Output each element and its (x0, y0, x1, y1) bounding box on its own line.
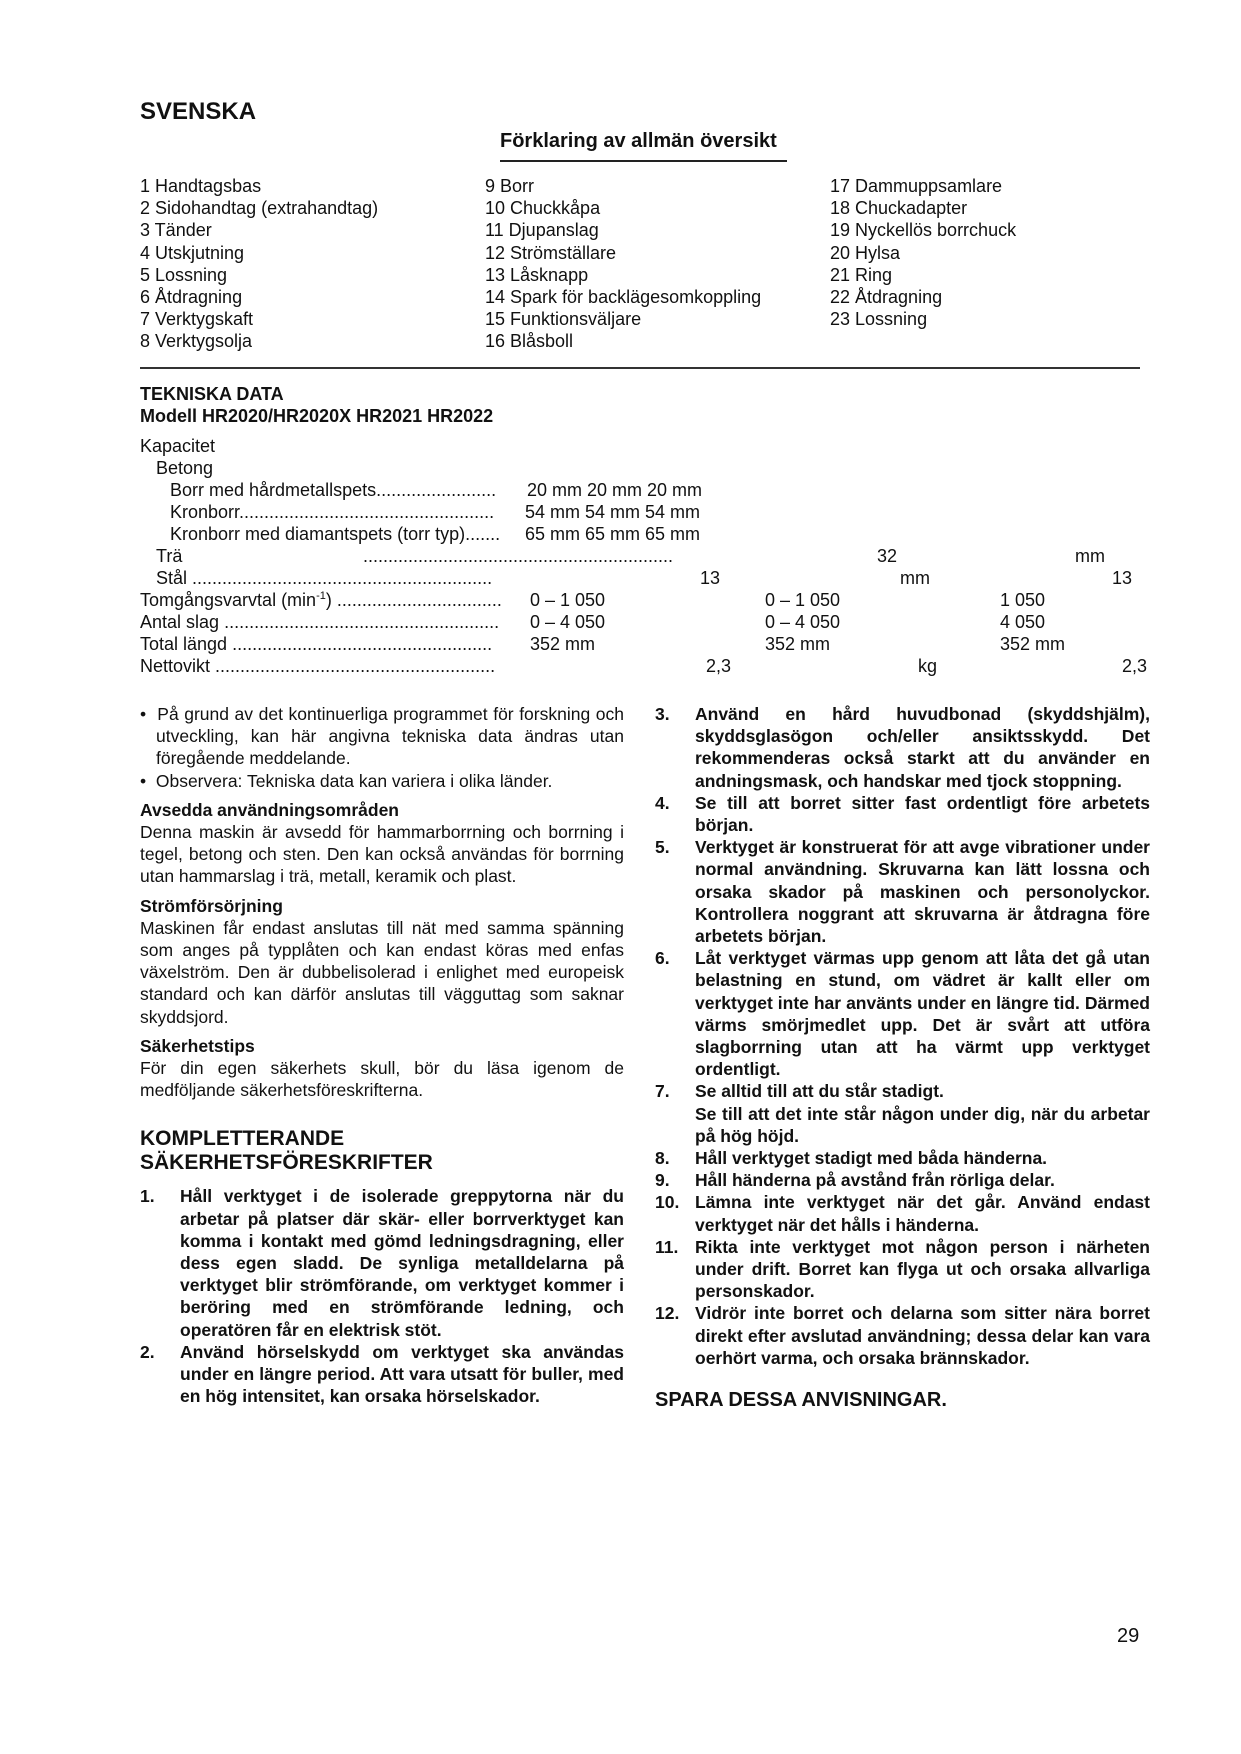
safety-rule-item: 12. Vidrör inte borret och delarna som sitter nära borret direkt efter avslutad användning; dessa delar kan vara oerhört varma, och orsaka brännskador. (655, 1303, 1150, 1368)
spec-value: 54 mm 54 mm 54 mm (525, 502, 701, 522)
spec-value: 4 050 (1000, 612, 1046, 632)
legend-item: 23 Lossning (830, 309, 928, 330)
safety-tips-text: För din egen säkerhets skull, bör du läsa igenom de medföljande säkerhetsföreskrifterna. (140, 1058, 624, 1101)
legend-title-underline (500, 160, 787, 162)
safety-rule-item: 5. Verktyget är konstruerat för att avge vibrationer under normal användning. Skruvarna kan lätt lossna och orsaka skador på maskinen och personolyckor. Kontrollera noggrant att skruvarna är åtdragna före arbetets början. (655, 837, 1150, 947)
spec-value: 1 050 (1000, 590, 1046, 610)
spec-value: 0 – 1 050 (530, 590, 606, 610)
additional-safety-heading: KOMPLETTERANDE SÄKERHETSFÖRESKRIFTER (140, 1127, 433, 1175)
legend-item: 2 Sidohandtag (extrahandtag) (140, 198, 379, 219)
spec-row-diamond-core-bit (0, 524, 1241, 546)
legend-item: 18 Chuckadapter (830, 198, 968, 219)
spec-value: 13 (700, 568, 721, 588)
note-bullet: • På grund av det kontinuerliga programmet för forskning och utveckling, kan här angivna tekniska data ändras utan föregående meddelande. (140, 704, 624, 769)
safety-tips-heading: Säkerhetstips (140, 1035, 255, 1056)
spec-label: Stål ............................................................ (156, 568, 493, 588)
spec-label: Borr med hårdmetallspets........................ (170, 480, 497, 500)
intended-use-text: Denna maskin är avsedd för hammarborrning och borrning i tegel, betong och sten. Den kan också användas för borrning utan hammarslag i trä, metall, keramik och plast. (140, 822, 624, 887)
legend-item: 9 Borr (485, 176, 535, 196)
legend-item: 16 Blåsboll (485, 331, 574, 352)
spec-value: 352 mm (1000, 634, 1066, 654)
spec-value: 2,3 (706, 656, 732, 676)
spec-row-core-bit (0, 502, 1241, 524)
left-column (140, 703, 624, 1407)
power-supply-text: Maskinen får endast anslutas till nät med samma spänning som anges på typplåten och kan endast köras med enfas växelström. Den är dubbelisolerad i enlighet med europeisk standard och kan därför anslutas till vägguttag som saknar skyddsjord. (140, 917, 624, 1027)
spec-row-carbide-bit (0, 480, 1241, 502)
legend-item: 17 Dammuppsamlare (830, 176, 1003, 196)
legend-item: 11 Djupanslag (485, 220, 599, 241)
safety-rule-item: 6. Låt verktyget värmas upp genom att låta det gå utan belastning en stund, om vädret är kallt eller om verktyget inte har använts under en längre tid. Därmed värms smörjmedlet upp. Det är svårt att utföra slagborrning utan att ha värmt upp verktyget ordentligt. (655, 948, 1150, 1080)
spec-row-overall-length (0, 634, 1241, 656)
spec-label: Kapacitet (140, 436, 216, 456)
legend-item: 4 Utskjutning (140, 242, 245, 263)
safety-rule-item: 4. Se till att borret sitter fast ordentligt före arbetets början. (655, 792, 1150, 836)
legend-item: 1 Handtagsbas (140, 176, 262, 196)
legend-item: 20 Hylsa (830, 242, 901, 263)
spec-value: 0 – 1 050 (765, 590, 841, 610)
legend-item: 7 Verktygskaft (140, 309, 254, 330)
legend-item: 8 Verktygsolja (140, 331, 253, 352)
save-instructions-heading: SPARA DESSA ANVISNINGAR. (655, 1389, 947, 1412)
safety-rule-item: 8. Håll verktyget stadigt med båda händerna. (655, 1148, 1048, 1169)
spec-value: mm (1075, 546, 1105, 566)
legend-item: 3 Tänder (140, 220, 212, 241)
spec-row-blows (0, 612, 1241, 634)
spec-value: 65 mm 65 mm 65 mm (525, 524, 701, 544)
legend-item: 12 Strömställare (485, 242, 617, 263)
spec-label: Trä (156, 546, 183, 566)
safety-rule-item: 9. Håll händerna på avstånd från rörliga delar. (655, 1170, 1055, 1191)
legend-item: 15 Funktionsväljare (485, 309, 642, 330)
safety-rule-item: 11. Rikta inte verktyget mot någon person i närheten under drift. Borret kan flyga ut och orsaka allvarliga personskador. (655, 1236, 1150, 1302)
spec-value: 352 mm (530, 634, 596, 654)
section-divider (140, 367, 1140, 369)
spec-value: kg (918, 656, 938, 676)
safety-rule-item: 1. Håll verktyget i de isolerade greppytorna när du arbetar på platser där skär- eller borrverktyget kan komma i kontakt med gömd ledningsdragning, eller dess egen sladd. De synliga metalldelarna på verktyget blir strömförande, om verktyget kommer i beröring med en strömförande ledning, och operatören får en elektrisk stöt. (140, 1186, 624, 1340)
power-supply-heading: Strömförsörjning (140, 895, 283, 916)
spec-label: Nettovikt ........................................................ (140, 656, 496, 676)
spec-value: 2,3 (1122, 656, 1148, 676)
safety-rule-item: 7. Se alltid till att du står stadigt. Se till att det inte står någon under dig, när du arbetar på hög höjd. (655, 1081, 1150, 1146)
legend-item: 10 Chuckkåpa (485, 198, 601, 219)
right-column (655, 703, 1150, 1411)
legend-column-3 (830, 175, 1016, 330)
spec-label: Kronborr med diamantspets (torr typ)....... (170, 524, 501, 544)
safety-rule-item: 2. Använd hörselskydd om verktyget ska användas under en längre period. Att vara utsatt för buller, med en hög intensitet, kan orsaka hörselskador. (140, 1341, 624, 1407)
spec-value: 352 mm (765, 634, 831, 654)
spec-row-capacity (0, 436, 1241, 458)
spec-value: 13 (1112, 568, 1133, 588)
spec-row-concrete (0, 458, 1241, 480)
spec-value: 0 – 4 050 (530, 612, 606, 632)
legend-item: 14 Spark för backlägesomkoppling (485, 287, 762, 308)
safety-rule-item: 3. Använd en hård huvudbonad (skyddshjälm), skyddsglasögon och/eller ansiktsskydd. Det rekommenderas också starkt att du använder en andningsmask, och handskar med tjock stoppning. (655, 704, 1150, 791)
legend-item: 21 Ring (830, 264, 893, 285)
note-bullet: • Observera: Tekniska data kan variera i olika länder. (140, 770, 553, 791)
spec-dots: .............................................................. (363, 546, 674, 566)
intended-use-heading: Avsedda användningsområden (140, 799, 399, 820)
spec-label: Betong (156, 458, 214, 478)
legend-column-1 (140, 175, 378, 353)
legend-item: 13 Låsknapp (485, 264, 589, 285)
legend-item: 5 Lossning (140, 264, 228, 285)
spec-value: 0 – 4 050 (765, 612, 841, 632)
page-number: 29 (1117, 1625, 1140, 1647)
specs-title: TEKNISKA DATA (140, 384, 284, 404)
language-heading: SVENSKA (140, 98, 257, 125)
specs-model-line: Modell HR2020/HR2020X HR2021 HR2022 (140, 406, 494, 426)
spec-label: Kronborr................................................... (170, 502, 495, 522)
spec-value: 32 (877, 546, 898, 566)
spec-row-net-weight (0, 656, 1241, 678)
spec-value: mm (900, 568, 930, 588)
legend-item: 22 Åtdragning (830, 287, 943, 308)
spec-label: Tomgångsvarvtal $(\min^{-1})$ ................................. (140, 590, 502, 610)
legend-column-2 (485, 175, 761, 353)
spec-value: 20 mm 20 mm 20 mm (527, 480, 703, 500)
legend-item: 6 Åtdragning (140, 287, 243, 308)
spec-label: Antal slag ....................................................... (140, 612, 500, 632)
safety-rule-item: 10. Lämna inte verktyget när det går. Använd endast verktyget när det hålls i händerna. (655, 1192, 1150, 1235)
spec-row-no-load-speed (0, 590, 1241, 612)
legend-title: Förklaring av allmän översikt (500, 130, 777, 152)
spec-label: Total längd .................................................... (140, 634, 493, 654)
spec-row-steel (0, 568, 1241, 590)
spec-row-wood (0, 546, 1241, 568)
legend-item: 19 Nyckellös borrchuck (830, 220, 1017, 241)
